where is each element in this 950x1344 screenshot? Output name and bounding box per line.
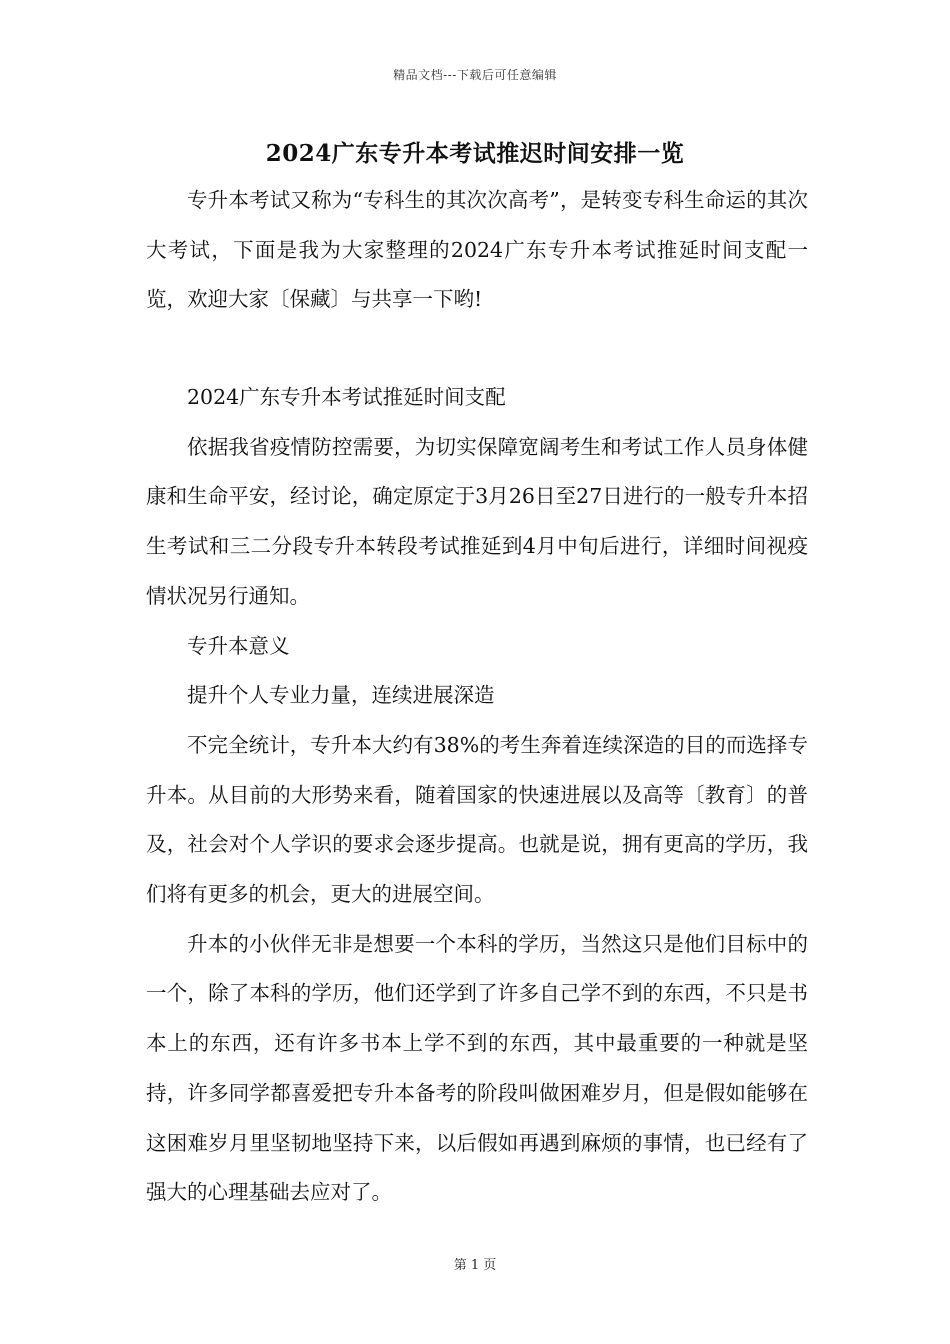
main-content xyxy=(146,373,808,1218)
statistics-paragraph: 不完全统计，专升本大约有38%的考生奔着连续深造的目的而选择专升本。从目前的大形势来看，随着国家的快速进展以及高等〔教育〕的普及，社会对个人学识的要求会逐步提高。也就是说，拥有更高的学历，我们将有更多的机会，更大的进展空间。 xyxy=(146,732,808,907)
intro-paragraph: 专升本考试又称为“专科生的其次次高考”，是转变专科生命运的其次大考试，下面是我为大家整理的2024广东专升本考试推延时间支配一览，欢迎大家〔保藏〕与共享一下哟! xyxy=(146,188,808,312)
document-title: 2024广东专升本考试推迟时间安排一览 xyxy=(265,140,685,167)
persistence-paragraph: 升本的小伙伴无非是想要一个本科的学历，当然这只是他们目标中的一个，除了本科的学历，他们还学到了许多自己学不到的东西，不只是书本上的东西，还有许多书本上学不到的东西，其中最重要的一种就是坚持，许多同学都喜爱把专升本备考的阶段叫做困难岁月，但是假如能够在这困难岁月里坚韧地坚持下来，以后假如再遇到麻烦的事情，也已经有了强大的心理基础去应对了。 xyxy=(146,931,808,1205)
subheading-improve: 提升个人专业力量，连续进展深造 xyxy=(187,683,495,708)
intro-block xyxy=(146,176,808,325)
page-number: 第 1 页 xyxy=(453,1258,497,1273)
section-heading-meaning: 专升本意义 xyxy=(187,633,290,658)
page-header: 精品文档---下载后可任意编辑 xyxy=(393,68,557,82)
schedule-paragraph: 依据我省疫情防控需要，为切实保障宽阔考生和考试工作人员身体健康和生命平安，经讨论，确定原定于3月26日至27日进行的一般专升本招生考试和三二分段专升本转段考试推延到4月中旬后进行，详细时间视疫情状况另行通知。 xyxy=(146,434,808,608)
section-heading-schedule: 2024广东专升本考试推延时间支配 xyxy=(187,385,506,409)
